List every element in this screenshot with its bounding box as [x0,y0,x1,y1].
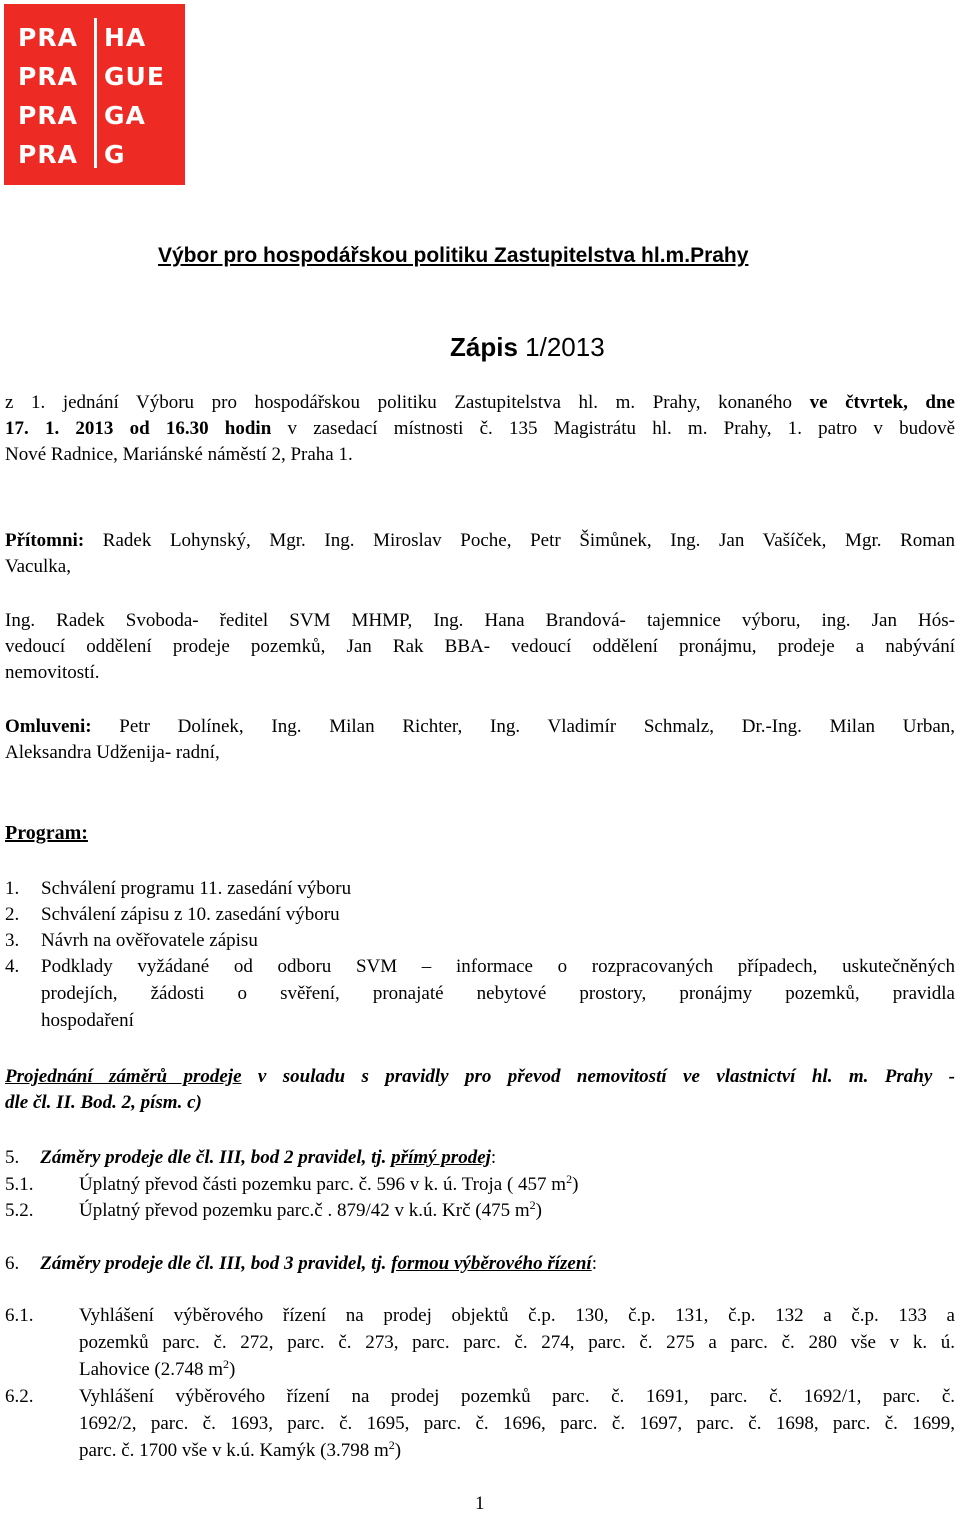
item-text-line: hospodaření [41,1010,134,1031]
section-text: Záměry prodeje dle čl. III, bod 3 pravidel, tj. [40,1253,392,1274]
excused-line: Aleksandra Udženija- radní, [5,742,220,763]
subtitle-number: 1/2013 [517,332,605,362]
item-text-line [79,1357,955,1384]
excused-names: Petr Dolínek, Ing. Milan Richter, Ing. Vladimír Schmalz, Dr.-Ing. Milan Urban, [91,716,955,737]
present-paragraph [5,528,955,580]
section-text: Záměry prodeje dle čl. III, bod 2 pravidel, tj. [40,1147,392,1168]
praha-logo [4,4,185,185]
item-text-end: ) [572,1174,579,1195]
item-text-line: Podklady vyžádané od odboru SVM – informace o rozpracovaných případech, uskutečněných [41,956,955,977]
section-number: 5. [5,1147,20,1168]
intro-text: v zasedací místnosti č. 135 Magistrátu hl. m. Prahy, 1. patro v budově [271,418,956,439]
logo-text: HA [104,23,147,52]
item-text [79,1303,955,1384]
item-text-line: 1692/2, parc. č. 1693, parc. č. 1695, parc. č. 1696, parc. č. 1697, parc. č. 1698, parc. č. 1699, [79,1413,955,1434]
page-number: 1 [475,1493,485,1514]
excused-line [5,714,955,740]
present-names: Radek Lohynský, Mgr. Ing. Miroslav Poche, Petr Šimůnek, Ing. Jan Vašíček, Mgr. Roman [84,530,955,551]
section-6-heading [5,1251,597,1277]
intro-line: Nové Radnice, Mariánské náměstí 2, Praha 1. [5,444,353,465]
projednani-text: v souladu s pravidly pro převod nemovitostí ve vlastnictví hl. m. Prahy - [241,1066,955,1087]
item-text-main: parc. č. 1700 vše v k.ú. Kamýk (3.798 m [79,1440,389,1461]
intro-date-bold: ve čtvrtek, dne [809,392,955,413]
program-list [5,876,955,1031]
excused-label: Omluveni: [5,716,92,737]
staff-line: vedoucí oddělení prodeje pozemků, Jan Rak BBA- vedoucí oddělení pronájmu, prodeje a nabývání [5,636,955,657]
logo-text: G [104,140,126,169]
present-label: Přítomni: [5,530,85,551]
logo-right-column [104,18,165,174]
item-text-end: ) [394,1440,402,1461]
intro-line [5,390,955,416]
list-item [5,954,955,1031]
item-number: 6.1. [5,1305,34,1326]
staff-paragraph [5,608,955,686]
superscript: 2 [388,1438,395,1452]
item-number: 2. [5,904,20,925]
item-text-end: ) [535,1200,542,1221]
item-text-line: Vyhlášení výběrového řízení na prodej objektů č.p. 130, č.p. 131, č.p. 132 a č.p. 133 a [79,1305,955,1326]
item-text [41,954,955,1035]
item-text: Schválení programu 11. zasedání výboru [41,878,352,899]
document-subtitle [450,332,605,363]
item-text-main: Úplatný převod části pozemku parc. č. 596 v k. ú. Troja ( 457 m [79,1174,567,1195]
logo-text: GA [104,101,146,130]
section-colon: : [591,1253,597,1274]
item-text-line: Vyhlášení výběrového řízení na prodej pozemků parc. č. 1691, parc. č. 1692/1, parc. č. [79,1386,955,1407]
logo-text: GUE [104,62,165,91]
staff-line: nemovitostí. [5,662,100,683]
item-text-end: ) [229,1359,236,1380]
item-text-main: Lahovice (2.748 m [79,1359,224,1380]
section-colon: : [490,1147,497,1168]
logo-text: PRA [18,62,78,91]
intro-paragraph [5,390,955,468]
item-text [79,1198,955,1224]
section-5-heading [5,1145,496,1171]
intro-time-bold: 17. 1. 2013 od 16.30 hodin [5,418,272,439]
item-number: 5.1. [5,1174,34,1195]
section-underlined: formou výběrového řízení [391,1253,592,1274]
projednani-line [5,1064,955,1090]
logo-text: PRA [18,23,78,52]
item-number: 4. [5,956,20,977]
item-text-main: Úplatný převod pozemku parc.č . 879/42 v k.ú. Krč (475 m [79,1200,530,1221]
item-number: 5.2. [5,1200,34,1221]
section-number: 6. [5,1253,20,1274]
superscript: 2 [566,1172,573,1186]
item-text-line [79,1438,955,1465]
item-text: Schválení zápisu z 10. zasedání výboru [41,904,340,925]
item-text-line: prodejích, žádosti o svěření, pronajaté nebytové prostory, pronájmy pozemků, pravidla [41,983,955,1004]
list-item [5,876,955,902]
item-text: Návrh na ověřovatele zápisu [41,930,258,951]
projednani-underlined: Projednání záměrů prodeje [5,1066,242,1087]
list-item [5,902,955,928]
superscript: 2 [223,1357,230,1371]
excused-paragraph [5,714,955,766]
document-title: Výbor pro hospodářskou politiku Zastupitelstva hl.m.Prahy [158,244,749,267]
logo-text: PRA [18,101,78,130]
intro-text: z 1. jednání Výboru pro hospodářskou politiku Zastupitelstva hl. m. Prahy, konaného [5,392,810,413]
projednani-heading [5,1064,955,1116]
intro-line [5,416,955,442]
logo-left-column [18,18,78,174]
item-number: 6.2. [5,1386,34,1407]
logo-divider [94,18,97,168]
list-item [5,928,955,954]
staff-line: Ing. Radek Svoboda- ředitel SVM MHMP, Ing. Hana Brandová- tajemnice výboru, ing. Jan Hós- [5,610,955,631]
present-line [5,528,955,554]
section-underlined: přímý prodej [391,1147,491,1168]
superscript: 2 [529,1198,536,1212]
logo-text: PRA [18,140,78,169]
item-text [79,1172,955,1198]
item-text-line: pozemků parc. č. 272, parc. č. 273, parc. parc. č. 274, parc. č. 275 a parc. č. 280 vše v k. ú. [79,1332,955,1353]
item-number: 1. [5,878,20,899]
item-number: 3. [5,930,20,951]
program-heading: Program: [5,822,88,844]
item-text [79,1384,955,1465]
subtitle-bold: Zápis [450,332,518,362]
present-line: Vaculka, [5,556,71,577]
projednani-line: dle čl. II. Bod. 2, písm. c) [5,1092,202,1113]
